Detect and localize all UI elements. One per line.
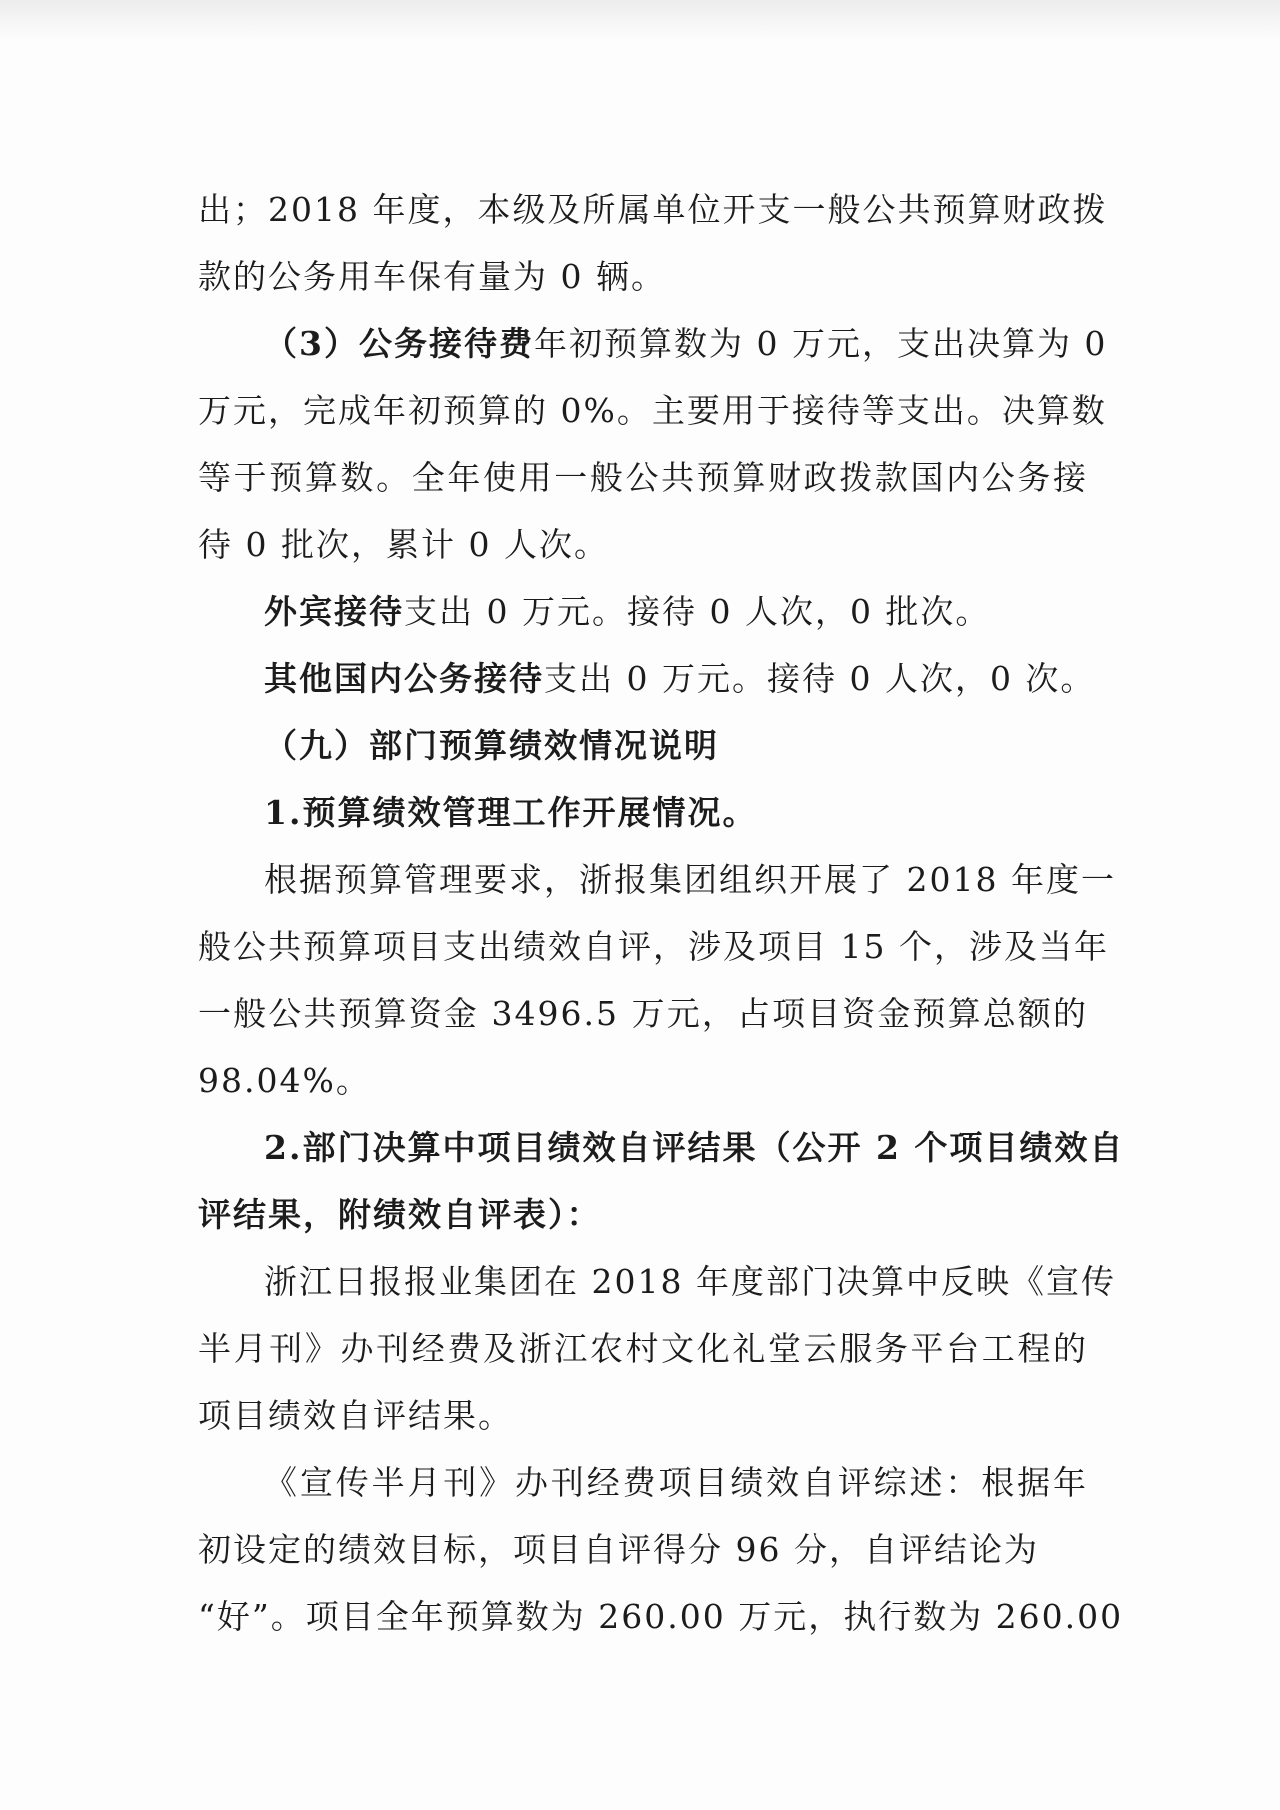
text-line [198, 645, 1096, 712]
text-line: 项目绩效自评结果。 [198, 1396, 513, 1435]
text-line: 《宣传半月刊》办刊经费项目绩效自评综述：根据年 [264, 1463, 1088, 1502]
text-line: 浙江日报报业集团在 2018 年度部门决算中反映《宣传 [264, 1262, 1116, 1301]
text-line: 半月刊》办刊经费及浙江农村文化礼堂云服务平台工程的 [198, 1329, 1088, 1368]
text-line: 初设定的绩效目标，项目自评得分 96 分，自评结论为 [198, 1530, 1039, 1569]
text-span: 支出 0 万元。接待 0 人次，0 次。 [544, 659, 1096, 698]
document-body [198, 176, 1125, 1650]
text-span: 年初预算数为 0 万元，支出决算为 0 [533, 324, 1108, 363]
subsection-heading: 1.预算绩效管理工作开展情况。 [264, 793, 758, 832]
section-heading: （九）部门预算绩效情况说明 [264, 726, 719, 765]
text-line: 一般公共预算资金 3496.5 万元，占项目资金预算总额的 [198, 994, 1088, 1033]
subsection-heading: 2.部门决算中项目绩效自评结果（公开 2 个项目绩效自 [264, 1128, 1125, 1167]
text-line: “好”。项目全年预算数为 260.00 万元，执行数为 260.00 [198, 1597, 1124, 1636]
bold-lead: 其他国内公务接待 [264, 659, 544, 698]
bold-lead: （3）公务接待费 [264, 324, 534, 363]
scan-edge-shadow [0, 0, 1280, 40]
text-line: 等于预算数。全年使用一般公共预算财政拨款国内公务接 [198, 458, 1088, 497]
subsection-heading: 评结果，附绩效自评表）： [198, 1195, 602, 1234]
bold-lead: 外宾接待 [264, 592, 404, 631]
text-line [198, 578, 1088, 645]
text-line: 款的公务用车保有量为 0 辆。 [198, 257, 666, 296]
text-line: 待 0 批次，累计 0 人次。 [198, 525, 609, 564]
text-span: 支出 0 万元。接待 0 人次，0 批次。 [404, 592, 991, 631]
text-line: 万元，完成年初预算的 0%。主要用于接待等支出。决算数 [198, 391, 1107, 430]
text-line [198, 310, 1108, 377]
text-line: 般公共预算项目支出绩效自评，涉及项目 15 个，涉及当年 [198, 927, 1109, 966]
text-line: 根据预算管理要求，浙报集团组织开展了 2018 年度一 [264, 860, 1116, 899]
text-line: 98.04%。 [198, 1061, 371, 1100]
text-line: 出；2018 年度，本级及所属单位开支一般公共预算财政拨 [198, 190, 1108, 229]
